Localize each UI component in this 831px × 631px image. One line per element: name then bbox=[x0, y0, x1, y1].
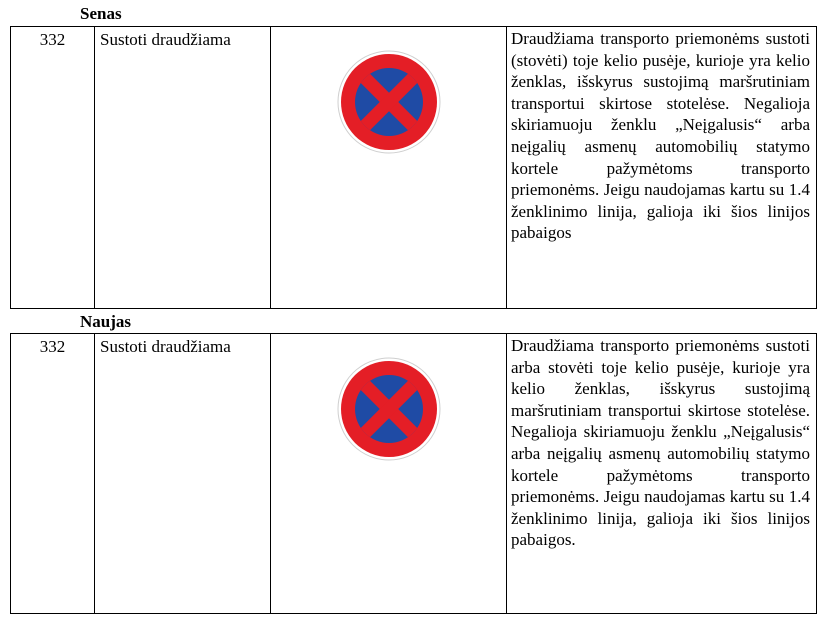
sign-number: 332 bbox=[11, 27, 95, 309]
no-stopping-sign-icon bbox=[337, 357, 441, 461]
section-heading-old: Senas bbox=[80, 4, 122, 23]
table-row bbox=[11, 334, 817, 614]
sign-name: Sustoti draudžiama bbox=[95, 27, 271, 309]
sign-table-new bbox=[10, 333, 817, 614]
sign-description: Draudžiama transporto priemonėms sustoti (stovėti) toje kelio pusėje, kurioje yra kelio ženklas, išskyrus sustojimą maršrutiniam transportui skirtose stotelėse. Negalioja skiriamuoju ženklu „Neįgalusis“ arba neįgalių asmenų automobilių statymo kortele pažymėtoms transporto priemonėms. Jeigu naudojamas kartu su 1.4 ženklinimo linija, galioja iki šios linijos pabaigos bbox=[507, 27, 817, 309]
table-row bbox=[11, 27, 817, 309]
sign-image-cell bbox=[271, 27, 507, 309]
section-heading-new: Naujas bbox=[80, 312, 132, 331]
sign-description: Draudžiama transporto priemonėms sustoti arba stovėti toje kelio pusėje, kurioje yra kelio ženklas, išskyrus sustojimą maršrutiniam transportui skirtose stotelėse. Negalioja skiriamuoju ženklu „Neįgalusis“ arba neįgalių asmenų automobilių statymo kortele pažymėtoms transporto priemonėms. Jeigu naudojamas kartu su 1.4 ženklinimo linija, galioja iki šios linijos pabaigos. bbox=[507, 334, 817, 614]
sign-name: Sustoti draudžiama bbox=[95, 334, 271, 614]
sign-number: 332 bbox=[11, 334, 95, 614]
no-stopping-sign-icon bbox=[337, 50, 441, 154]
sign-image-cell bbox=[271, 334, 507, 614]
sign-table-old bbox=[10, 26, 817, 309]
